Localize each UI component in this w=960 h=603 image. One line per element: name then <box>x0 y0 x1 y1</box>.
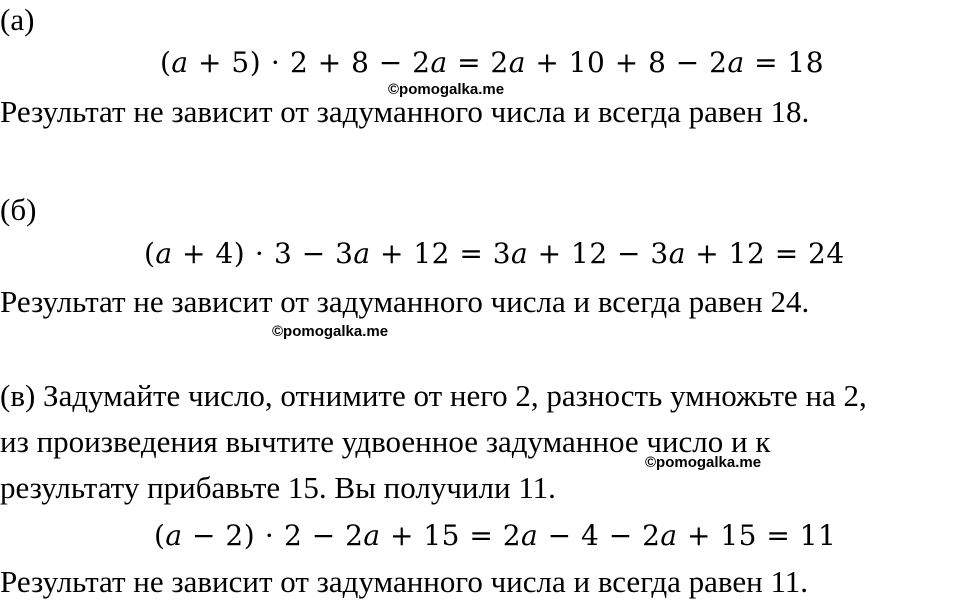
section-a-result: Результат не зависит от задуманного числа и всегда равен 18. <box>0 94 810 129</box>
section-v-text-line-3: результату прибавьте 15. Вы получили 11. <box>0 470 556 505</box>
section-a-label: (а) <box>0 2 35 37</box>
section-a-formula: (𝑎 + 5) ⋅ 2 + 8 − 2𝑎 = 2𝑎 + 10 + 8 − 2𝑎 = 18 <box>160 46 825 79</box>
section-v-text-line-2: из произведения вычтите удвоенное задуманное число и к <box>0 424 771 459</box>
watermark: ©pomogalka.me <box>272 323 389 340</box>
section-v-result: Результат не зависит от задуманного числа и всегда равен 11. <box>0 564 809 599</box>
watermark: ©pomogalka.me <box>645 454 762 471</box>
section-b-formula: (𝑎 + 4) ⋅ 3 − 3𝑎 + 12 = 3𝑎 + 12 − 3𝑎 + 12 = 24 <box>144 237 845 270</box>
section-b-result: Результат не зависит от задуманного числа и всегда равен 24. <box>0 284 810 319</box>
section-v-text-line-1: (в) Задумайте число, отнимите от него 2, разность умножьте на 2, <box>0 378 867 413</box>
section-v-formula: (𝑎 − 2) ⋅ 2 − 2𝑎 + 15 = 2𝑎 − 4 − 2𝑎 + 15 = 11 <box>154 519 837 552</box>
watermark: ©pomogalka.me <box>388 81 505 98</box>
section-b-label: (б) <box>0 192 37 227</box>
